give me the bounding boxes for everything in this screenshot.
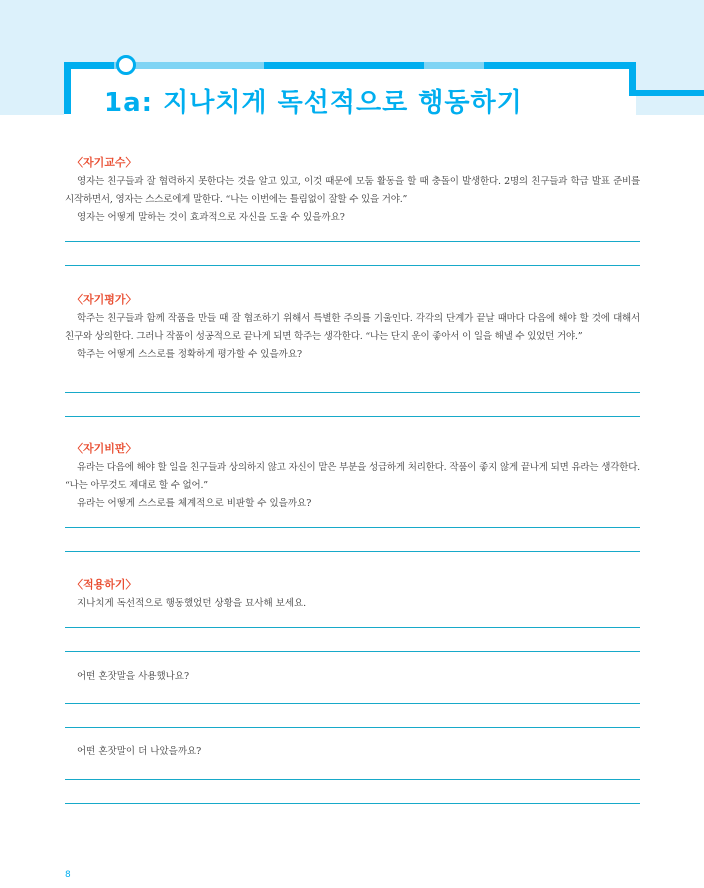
answer-line[interactable] bbox=[65, 803, 640, 804]
page-title: 1a: 지나치게 독선적으로 행동하기 bbox=[104, 88, 523, 118]
answer-line[interactable] bbox=[65, 527, 640, 528]
answer-line[interactable] bbox=[65, 416, 640, 417]
answer-line[interactable] bbox=[65, 627, 640, 628]
circle-ornament-icon bbox=[116, 55, 136, 75]
answer-line[interactable] bbox=[65, 651, 640, 652]
section-paragraph: 유라는 다음에 해야 할 일을 친구들과 상의하지 않고 자신이 맡은 부분을 성급하게 처리한다. 작품이 좋지 않게 끝나게 되면 유라는 생각한다. “나는 아무것도 제대로 할 수 없어.” bbox=[65, 462, 640, 491]
section-self-criticism bbox=[65, 440, 640, 513]
extra-question: 어떤 혼잣말을 사용했나요? bbox=[77, 671, 190, 682]
title-top-bar-2 bbox=[114, 62, 264, 69]
answer-line[interactable] bbox=[65, 551, 640, 552]
title-left-border bbox=[64, 62, 71, 114]
answer-line[interactable] bbox=[65, 392, 640, 393]
page-number: 8 bbox=[65, 870, 71, 880]
section-self-instruction bbox=[65, 154, 640, 227]
section-question: 학주는 어떻게 스스로를 정확하게 평가할 수 있을까요? bbox=[77, 349, 303, 360]
section-self-evaluation bbox=[65, 291, 640, 364]
section-paragraph: 학주는 친구들과 함께 작품을 만들 때 잘 협조하기 위해서 특별한 주의를 기울인다. 각각의 단계가 끝날 때마다 다음에 해야 할 것에 대해서 친구와 상의한다. 그러나 작품이 성공적으로 끝나게 되면 학주는 생각한다. “나는 단지 운이 좋아서 이 일을 해낼 수 있었던 거야.” bbox=[65, 313, 640, 342]
answer-line[interactable] bbox=[65, 779, 640, 780]
section-heading: 〈자기평가〉 bbox=[72, 293, 137, 306]
section-heading: 〈자기교수〉 bbox=[72, 156, 137, 169]
title-top-bar-5 bbox=[484, 62, 636, 69]
title-top-bar-4 bbox=[424, 62, 484, 69]
title-right-tail bbox=[629, 90, 704, 96]
title-top-bar-3 bbox=[264, 62, 424, 69]
extra-question-block bbox=[65, 743, 640, 761]
answer-line[interactable] bbox=[65, 265, 640, 266]
answer-line[interactable] bbox=[65, 241, 640, 242]
section-heading: 〈자기비판〉 bbox=[72, 442, 137, 455]
extra-question: 어떤 혼잣말이 더 나았을까요? bbox=[77, 746, 202, 757]
title-top-bar-1 bbox=[64, 62, 114, 69]
section-paragraph: 영자는 친구들과 잘 협력하지 못한다는 것을 알고 있고, 이것 때문에 모둠 활동을 할 때 충돌이 발생한다. 2명의 친구들과 학급 발표 준비를 시작하면서, 영자는 스스로에게 말한다. “나는 이번에는 틀림없이 잘할 수 있을 거야.” bbox=[65, 176, 640, 205]
section-question: 지나치게 독선적으로 행동했었던 상황을 묘사해 보세요. bbox=[77, 598, 307, 609]
extra-question-block bbox=[65, 668, 640, 686]
section-question: 영자는 어떻게 말하는 것이 효과적으로 자신을 도울 수 있을까요? bbox=[77, 212, 345, 223]
answer-line[interactable] bbox=[65, 727, 640, 728]
answer-line[interactable] bbox=[65, 703, 640, 704]
section-question: 유라는 어떻게 스스로를 체계적으로 비판할 수 있을까요? bbox=[77, 498, 312, 509]
section-heading: 〈적용하기〉 bbox=[72, 578, 137, 591]
section-application bbox=[65, 576, 640, 613]
